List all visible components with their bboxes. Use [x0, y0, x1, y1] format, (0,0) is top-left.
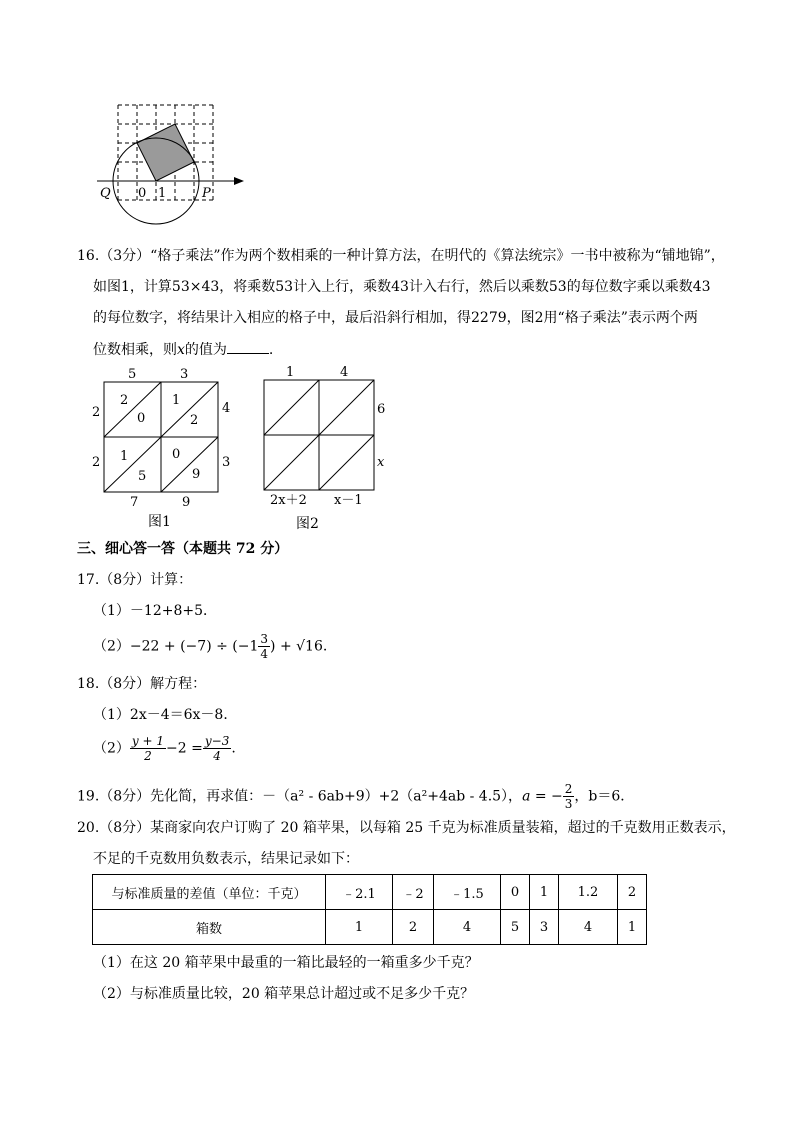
q18-part2: [93, 734, 236, 763]
q20-line2: 不足的千克数用负数表示，结果记录如下：: [93, 851, 359, 867]
fig2-bottom-1: 2x＋2: [270, 493, 307, 508]
q19-b-eq: ，b＝6．: [574, 788, 635, 805]
fig1-left-1: 2: [92, 405, 101, 420]
table-cell: 1: [618, 910, 647, 945]
data-table: [92, 874, 647, 945]
shaded-square: [137, 124, 194, 181]
q18-end: .: [231, 740, 236, 757]
q18-f2-den: 4: [213, 749, 221, 763]
answer-blank[interactable]: [227, 339, 269, 354]
q17-frac-den: 4: [260, 647, 269, 661]
table-cell: 0: [501, 875, 530, 910]
q18-f1-num: y + 1: [131, 734, 165, 748]
table-cell: 4: [559, 910, 618, 945]
fig1-top-2: 3: [180, 367, 189, 382]
q20-line1: 20.（8分）某商家向农户订购了 20 箱苹果，以每箱 25 千克为标准质量装箱，超过的千克数用正数表示，: [77, 820, 736, 836]
table-cell: 1.2: [559, 875, 618, 910]
fig1-bottom-2: 9: [182, 495, 191, 510]
q18-f1-den: 2: [144, 749, 152, 763]
fig1-bottom-1: 7: [130, 495, 139, 510]
fig1-cell-1b: 0: [137, 411, 146, 426]
table-cell: 与标准质量的差值（单位：千克）: [93, 875, 326, 910]
q16-line4-b: 的值为: [184, 342, 227, 358]
q16-line4: [93, 339, 273, 360]
fig1-cell-2a: 1: [172, 393, 181, 408]
table-cell: 2: [393, 910, 434, 945]
fig1-top-1: 5: [128, 367, 137, 382]
table-cell: 5: [501, 910, 530, 945]
q16-line4-a: 位数相乘，则: [93, 342, 177, 358]
q19-line: [77, 782, 634, 811]
q19-fraction: [563, 782, 575, 811]
table-cell: 箱数: [93, 910, 326, 945]
fig1-cell-1a: 2: [120, 393, 129, 408]
table-row: [93, 910, 647, 945]
q18-mid: −2 =: [166, 740, 203, 757]
table-cell: 3: [530, 910, 559, 945]
section-heading: 三、细心答一答（本题共 72 分）: [77, 541, 289, 557]
q17-expr-a: −22 + (−7) ÷ (−1: [129, 638, 259, 655]
number-line-figure: [92, 100, 252, 232]
q17-expr-b: ) + √16.: [270, 638, 328, 655]
fig2-top-1: 1: [286, 365, 295, 380]
lattice-figure-1: [88, 364, 238, 532]
q18-fraction-1: [130, 734, 166, 763]
table-cell: 1: [326, 910, 393, 945]
q17-fraction: [258, 632, 270, 661]
q16-line2: 如图1，计算53×43，将乘数53计入上行，乘数43计入右行，然后以乘数53的每位数字乘以乘数43: [93, 279, 711, 295]
table-cell: ﹣2.1: [326, 875, 393, 910]
table-cell: 4: [434, 910, 501, 945]
q18-part2-prefix: （2）: [93, 740, 130, 757]
q18-head: 18.（8分）解方程：: [77, 676, 207, 692]
fig2-right-1: 6: [377, 402, 386, 417]
label-one: 1: [158, 186, 167, 201]
q20-part1: （1）在这 20 箱苹果中最重的一箱比最轻的一箱重多少千克？: [93, 955, 479, 971]
q18-part1: （1）2x－4＝6x－8．: [93, 707, 238, 723]
q19-a-eq: a = −: [522, 788, 563, 805]
q17-part2-prefix: （2）: [93, 638, 130, 655]
table-cell: ﹣1.5: [434, 875, 501, 910]
label-zero: 0: [138, 186, 147, 201]
q17-head: 17.（8分）计算：: [77, 572, 193, 588]
q16-line1: 16.（3分）“格子乘法”作为两个数相乘的一种计算方法，在明代的《算法统宗》一书中被称为“铺地锦”，: [77, 248, 725, 264]
q18-f2-num: y−3: [204, 734, 230, 748]
fig1-right-2: 3: [222, 455, 231, 470]
table-cell: 1: [530, 875, 559, 910]
fig1-cell-4a: 0: [172, 447, 181, 462]
fig1-cell-2b: 2: [190, 413, 199, 428]
q20-part2: （2）与标准质量比较，20 箱苹果总计超过或不足多少千克？: [93, 986, 475, 1002]
q17-frac-num: 3: [260, 632, 269, 646]
label-p: P: [202, 186, 211, 201]
q18-fraction-2: [203, 734, 231, 763]
fig2-bottom-2: x－1: [334, 493, 363, 508]
q17-part1: （1）－12+8+5．: [93, 603, 217, 619]
fig1-cell-3b: 5: [138, 469, 147, 484]
fig2-top-2: 4: [340, 365, 349, 380]
table-cell: 2: [618, 875, 647, 910]
fig2-caption: 图2: [296, 516, 319, 532]
fig1-left-2: 2: [92, 455, 101, 470]
lattice-figure-2: [256, 364, 396, 534]
q16-line4-c: .: [268, 342, 274, 358]
fig1-cell-4b: 9: [192, 467, 201, 482]
fig2-right-2: x: [377, 455, 385, 470]
label-q: Q: [100, 186, 111, 201]
fig1-right-1: 4: [222, 401, 231, 416]
q19-text: 19.（8分）先化简，再求值：－（a² - 6ab+9）+2（a²+4ab - 4.5），: [77, 788, 523, 805]
fig1-cell-3a: 1: [120, 449, 129, 464]
q19-frac-num: 2: [564, 782, 573, 796]
table-row: [93, 875, 647, 910]
q16-var-x: x: [177, 342, 185, 358]
q19-frac-den: 3: [564, 797, 573, 811]
fig1-caption: 图1: [148, 514, 171, 530]
q16-line3: 的每位数字，将结果计入相应的格子中，最后沿斜行相加，得2279，图2用“格子乘法”表示两个两: [93, 310, 698, 326]
table-cell: ﹣2: [393, 875, 434, 910]
q17-part2: [93, 632, 327, 661]
